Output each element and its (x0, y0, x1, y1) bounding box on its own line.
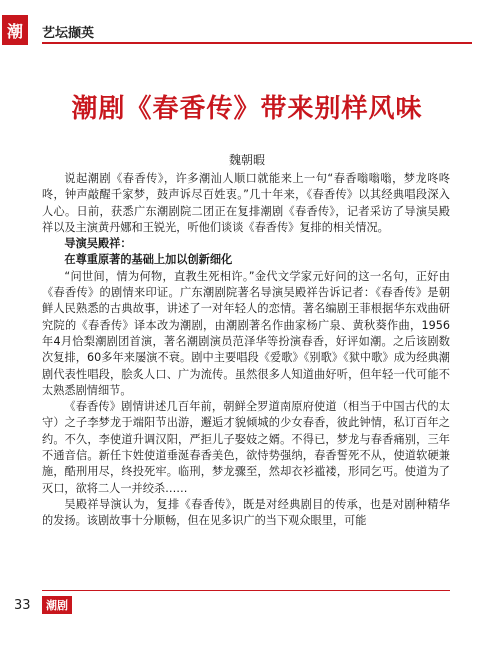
paragraph: 说起潮剧《春香传》，许多潮汕人顺口就能来上一句“春香嗡嗡嗡，梦龙咚咚咚，钟声敲醒千家梦，鼓声诉尽百姓衷。”几十年来，《春香传》以其经典唱段深入人心。日前，获悉广东潮剧院二团正在复排潮剧《春香传》，记者采访了导演吴殿祥以及主演黄丹娜和王锐光，听他们谈谈《春香传》复排的相关情况。 (42, 172, 450, 234)
paragraph: 《春香传》剧情讲述几百年前，朝鲜全罗道南原府使道（相当于中国古代的太守）之子李梦龙于端阳节出游，邂逅才貌倾城的少女春香，彼此钟情，私订百年之约。不久，李使道升调汉阳，严拒儿子娶妓之婿。不得已，梦龙与春香痛别，三年不通音信。新任卞姓使道垂涎春香美色，欲恃势强纳，春香誓死不从，使道软硬兼施，酷刑用尽，终投死牢。临刑，梦龙骤至，然却衣衫褴褛，形同乞丐。使道为了灭口，欲将二人一并绞杀…… (42, 400, 450, 495)
footer-rule (42, 590, 450, 591)
article-body (42, 171, 450, 530)
page-header (0, 0, 494, 44)
paragraph: 吴殿祥导演认为，复排《春香传》，既是对经典剧目的传承，也是对剧种精华的发扬。该剧故事十分顺畅，但在见多识广的当下观众眼里，可能 (42, 497, 450, 528)
footer-logo: 潮剧 (42, 596, 72, 614)
paragraph: “问世间，情为何物，直教生死相许。”金代文学家元好问的这一名句，正好由《春香传》的剧情来印证。广东潮剧院著名导演吴殿祥告诉记者：《春香传》是朝鲜人民熟悉的古典故事，讲述了一对年轻人的恋情。著名编剧王菲根据华东戏曲研究院的《春香传》译本改为潮剧，由潮剧著名作曲家杨广泉、黄秋葵作曲，1956年4月恰梨潮剧团首演，著名潮剧演员范泽华等扮演春香，好评如潮。之后该剧数次复排，60多年来屡演不衰。剧中主要唱段《爱歌》《别歌》《狱中歌》成为经典潮剧代表性唱段，脍炙人口、广为流传。虽然很多人知道曲好听，但年轻一代可能不太熟悉剧情细节。 (42, 269, 450, 397)
section-label: 艺坛撷英 (42, 26, 95, 41)
article-title: 潮剧《春香传》带来别样风味 (71, 94, 423, 124)
subheading-topic: 在尊重原著的基础上加以创新细化 (64, 253, 233, 267)
magazine-logo-mark: 潮 (2, 15, 28, 45)
subheading-director: 导演吴殿祥： (64, 237, 132, 251)
article-author: 魏朝暇 (228, 153, 265, 167)
page-number: 33 (14, 598, 31, 613)
header-rule (42, 42, 472, 44)
